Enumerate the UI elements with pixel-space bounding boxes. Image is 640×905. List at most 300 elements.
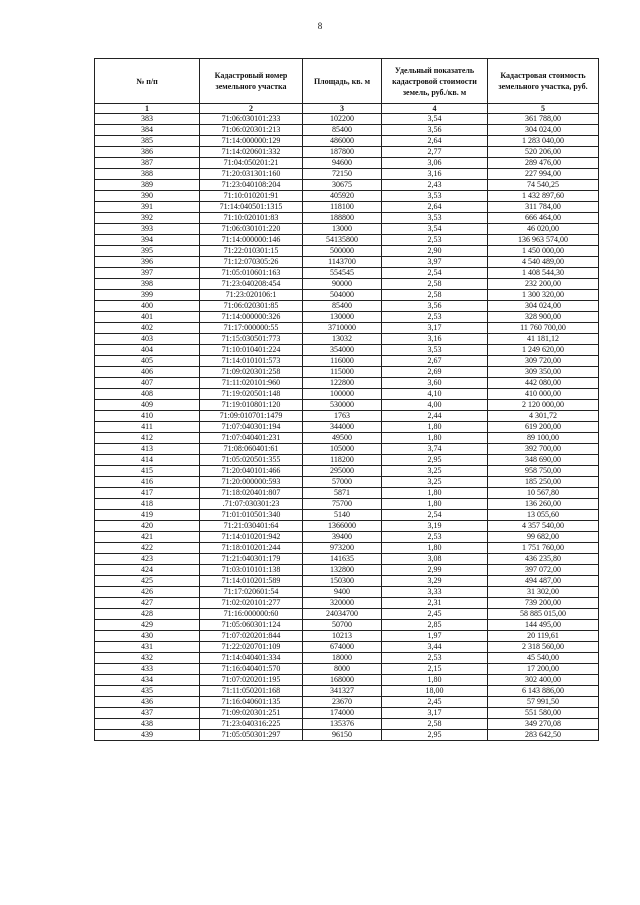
cell-row-number: 389 [95, 180, 200, 191]
cell-cadastral-value: 11 760 700,00 [488, 323, 599, 334]
cell-cadastral-number: 71:03:010101:138 [200, 565, 303, 576]
cell-area: 1763 [303, 411, 382, 422]
column-number: 3 [303, 104, 382, 114]
cell-cadastral-value: 1 249 620,00 [488, 345, 599, 356]
cell-cadastral-value: 328 900,00 [488, 312, 599, 323]
table-row [95, 433, 599, 444]
cell-cadastral-number: 71:14:000000:146 [200, 235, 303, 246]
cell-area: 174000 [303, 708, 382, 719]
cell-cadastral-number: 71:06:020301:85 [200, 301, 303, 312]
cell-cadastral-number: 71:20:031301:160 [200, 169, 303, 180]
cell-row-number: 393 [95, 224, 200, 235]
cell-cadastral-number: 71:14:020601:332 [200, 147, 303, 158]
cell-cadastral-number: 71:23:020106:1 [200, 290, 303, 301]
cell-cadastral-value: 302 400,00 [488, 675, 599, 686]
cell-cadastral-number: 71:05:050301:297 [200, 730, 303, 741]
cell-specific-value: 1,80 [382, 499, 488, 510]
table-row [95, 235, 599, 246]
cell-cadastral-value: 31 302,00 [488, 587, 599, 598]
cell-area: 116000 [303, 356, 382, 367]
cell-area: 341327 [303, 686, 382, 697]
cell-cadastral-number: 71:20:040101:466 [200, 466, 303, 477]
cell-area: 57000 [303, 477, 382, 488]
cell-specific-value: 2,45 [382, 609, 488, 620]
cell-area: 13032 [303, 334, 382, 345]
cell-cadastral-value: 958 750,00 [488, 466, 599, 477]
cell-area: 118200 [303, 455, 382, 466]
cell-row-number: 402 [95, 323, 200, 334]
cell-area: 122800 [303, 378, 382, 389]
cell-cadastral-number: 71:11:020101:960 [200, 378, 303, 389]
cell-specific-value: 2,15 [382, 664, 488, 675]
cell-specific-value: 3,19 [382, 521, 488, 532]
cell-cadastral-number: 71:18:020401:807 [200, 488, 303, 499]
cell-area: 1366000 [303, 521, 382, 532]
cell-area: 96150 [303, 730, 382, 741]
header-specific-value: Удельный показатель кадастровой стоимости земель, руб./кв. м [382, 59, 488, 104]
cell-area: 49500 [303, 433, 382, 444]
cell-row-number: 386 [95, 147, 200, 158]
table-row [95, 488, 599, 499]
cell-specific-value: 3,17 [382, 323, 488, 334]
cell-cadastral-number: 71:22:010301:15 [200, 246, 303, 257]
cell-row-number: 428 [95, 609, 200, 620]
cell-cadastral-value: 1 300 320,00 [488, 290, 599, 301]
cell-cadastral-number: 71:23:040108:204 [200, 180, 303, 191]
cell-cadastral-value: 348 690,00 [488, 455, 599, 466]
cell-area: 54135800 [303, 235, 382, 246]
cell-specific-value: 2,67 [382, 356, 488, 367]
cell-cadastral-number: 71:04:050201:21 [200, 158, 303, 169]
column-number: 1 [95, 104, 200, 114]
cell-cadastral-value: 57 991,50 [488, 697, 599, 708]
cell-cadastral-value: 46 020,00 [488, 224, 599, 235]
table-row [95, 323, 599, 334]
cell-area: 94600 [303, 158, 382, 169]
cell-area: 9400 [303, 587, 382, 598]
cell-cadastral-value: 13 055,60 [488, 510, 599, 521]
cell-specific-value: 2,31 [382, 598, 488, 609]
cell-row-number: 431 [95, 642, 200, 653]
table-row [95, 719, 599, 730]
table-row [95, 345, 599, 356]
cell-cadastral-value: 349 270,08 [488, 719, 599, 730]
table-row [95, 510, 599, 521]
cell-area: 75700 [303, 499, 382, 510]
cell-area: 3710000 [303, 323, 382, 334]
cell-specific-value: 2,85 [382, 620, 488, 631]
cell-cadastral-number: 71:14:040401:334 [200, 653, 303, 664]
cell-row-number: 423 [95, 554, 200, 565]
cell-specific-value: 2,53 [382, 312, 488, 323]
table-row [95, 631, 599, 642]
cell-row-number: 383 [95, 114, 200, 125]
cell-specific-value: 2,53 [382, 532, 488, 543]
table-row [95, 697, 599, 708]
table-row [95, 257, 599, 268]
table-row [95, 290, 599, 301]
cell-cadastral-value: 74 540,25 [488, 180, 599, 191]
cell-area: 18000 [303, 653, 382, 664]
cell-row-number: 438 [95, 719, 200, 730]
table-row [95, 301, 599, 312]
cell-cadastral-value: 309 720,00 [488, 356, 599, 367]
table-row [95, 675, 599, 686]
cell-cadastral-value: 2 120 000,00 [488, 400, 599, 411]
cell-row-number: 384 [95, 125, 200, 136]
table-row [95, 477, 599, 488]
table-row [95, 147, 599, 158]
cell-cadastral-value: 289 476,00 [488, 158, 599, 169]
table-row [95, 686, 599, 697]
cell-row-number: 398 [95, 279, 200, 290]
cell-area: 141635 [303, 554, 382, 565]
table-row [95, 598, 599, 609]
cell-cadastral-number: 71:22:020701:109 [200, 642, 303, 653]
cell-specific-value: 3,16 [382, 169, 488, 180]
table-row [95, 389, 599, 400]
cell-row-number: 415 [95, 466, 200, 477]
cell-cadastral-number: 71:05:010601:163 [200, 268, 303, 279]
cell-cadastral-number: 71:02:020101:277 [200, 598, 303, 609]
cell-row-number: 429 [95, 620, 200, 631]
table-row [95, 356, 599, 367]
cell-area: 39400 [303, 532, 382, 543]
cell-cadastral-number: 71:14:000000:326 [200, 312, 303, 323]
cell-row-number: 397 [95, 268, 200, 279]
cell-cadastral-number: 71:14:010101:573 [200, 356, 303, 367]
cell-specific-value: 3,54 [382, 224, 488, 235]
cell-cadastral-value: 4 301,72 [488, 411, 599, 422]
cell-cadastral-number: 71:06:020301:213 [200, 125, 303, 136]
cell-specific-value: 3,74 [382, 444, 488, 455]
cell-cadastral-value: 41 181,12 [488, 334, 599, 345]
cell-cadastral-value: 1 408 544,30 [488, 268, 599, 279]
table-row [95, 191, 599, 202]
cell-area: 354000 [303, 345, 382, 356]
cell-row-number: 419 [95, 510, 200, 521]
column-number: 2 [200, 104, 303, 114]
cell-cadastral-number: 71:01:010501:340 [200, 510, 303, 521]
cell-specific-value: 1,80 [382, 543, 488, 554]
cell-row-number: 437 [95, 708, 200, 719]
cell-row-number: 399 [95, 290, 200, 301]
cell-specific-value: 3,53 [382, 191, 488, 202]
cell-cadastral-number: 71:14:040501:1315 [200, 202, 303, 213]
table-row [95, 455, 599, 466]
cell-cadastral-number: 71:08:060401:61 [200, 444, 303, 455]
cell-row-number: 390 [95, 191, 200, 202]
cell-specific-value: 4,10 [382, 389, 488, 400]
table-row [95, 609, 599, 620]
table-row [95, 466, 599, 477]
cell-specific-value: 2,64 [382, 136, 488, 147]
cell-specific-value: 2,58 [382, 290, 488, 301]
cell-area: 50700 [303, 620, 382, 631]
cell-area: 8000 [303, 664, 382, 675]
cell-specific-value: 2,43 [382, 180, 488, 191]
cell-cadastral-number: 71:07:040301:194 [200, 422, 303, 433]
cell-row-number: 394 [95, 235, 200, 246]
cell-cadastral-value: 232 200,00 [488, 279, 599, 290]
table-row [95, 213, 599, 224]
cell-specific-value: 1,80 [382, 675, 488, 686]
cell-cadastral-value: 666 464,00 [488, 213, 599, 224]
cell-area: 13000 [303, 224, 382, 235]
cell-specific-value: 1,80 [382, 433, 488, 444]
cell-specific-value: 3,16 [382, 334, 488, 345]
cell-row-number: 385 [95, 136, 200, 147]
cell-cadastral-value: 304 024,00 [488, 301, 599, 312]
cell-row-number: 416 [95, 477, 200, 488]
cell-row-number: 408 [95, 389, 200, 400]
cell-row-number: 413 [95, 444, 200, 455]
table-row [95, 587, 599, 598]
cell-area: 320000 [303, 598, 382, 609]
header-cadastral-number: Кадастровый номер земельного участка [200, 59, 303, 104]
cell-cadastral-number: 71:07:020201:195 [200, 675, 303, 686]
table-row [95, 444, 599, 455]
cell-specific-value: 3,53 [382, 345, 488, 356]
table-row [95, 620, 599, 631]
cell-cadastral-number: 71:06:030101:220 [200, 224, 303, 235]
cell-specific-value: 2,95 [382, 730, 488, 741]
table-row [95, 499, 599, 510]
cell-cadastral-number: 71:11:050201:168 [200, 686, 303, 697]
cell-row-number: 436 [95, 697, 200, 708]
table-row [95, 367, 599, 378]
cell-cadastral-value: 6 143 886,00 [488, 686, 599, 697]
cell-cadastral-number: 71:12:070305:26 [200, 257, 303, 268]
cell-cadastral-number: 71:09:020301:251 [200, 708, 303, 719]
cell-row-number: 392 [95, 213, 200, 224]
cell-row-number: 414 [95, 455, 200, 466]
cell-specific-value: 3,29 [382, 576, 488, 587]
cell-cadastral-value: 1 432 897,60 [488, 191, 599, 202]
cell-row-number: 424 [95, 565, 200, 576]
cell-specific-value: 3,54 [382, 114, 488, 125]
column-number: 5 [488, 104, 599, 114]
cell-cadastral-number: 71:06:030101:233 [200, 114, 303, 125]
cell-cadastral-number: 71:07:020201:844 [200, 631, 303, 642]
cell-area: 85400 [303, 301, 382, 312]
cell-specific-value: 2,53 [382, 235, 488, 246]
table-row [95, 532, 599, 543]
cell-specific-value: 2,44 [382, 411, 488, 422]
cell-row-number: 421 [95, 532, 200, 543]
cell-area: 90000 [303, 279, 382, 290]
cell-specific-value: 4,00 [382, 400, 488, 411]
cell-area: 188800 [303, 213, 382, 224]
cell-row-number: 439 [95, 730, 200, 741]
table-row [95, 180, 599, 191]
cell-specific-value: 3,17 [382, 708, 488, 719]
cell-area: 24034700 [303, 609, 382, 620]
table-row [95, 400, 599, 411]
cell-specific-value: 3,97 [382, 257, 488, 268]
cell-cadastral-number: 71:10:010401:224 [200, 345, 303, 356]
cell-specific-value: 3,25 [382, 477, 488, 488]
cell-row-number: 422 [95, 543, 200, 554]
table-row [95, 422, 599, 433]
cell-row-number: 432 [95, 653, 200, 664]
cell-specific-value: 3,60 [382, 378, 488, 389]
cell-area: 30675 [303, 180, 382, 191]
cell-specific-value: 2,90 [382, 246, 488, 257]
cell-row-number: 391 [95, 202, 200, 213]
cell-cadastral-number: 71:10:010201:91 [200, 191, 303, 202]
cell-cadastral-value: 739 200,00 [488, 598, 599, 609]
cell-cadastral-number: 71:10:020101:83 [200, 213, 303, 224]
cell-area: 187800 [303, 147, 382, 158]
cell-cadastral-number: 71:16:040601:135 [200, 697, 303, 708]
cell-row-number: 409 [95, 400, 200, 411]
table-row [95, 576, 599, 587]
cell-row-number: 388 [95, 169, 200, 180]
cell-cadastral-number: 71:17:020601:54 [200, 587, 303, 598]
cell-cadastral-number: 71:15:030501:773 [200, 334, 303, 345]
cell-row-number: 410 [95, 411, 200, 422]
cell-area: 504000 [303, 290, 382, 301]
cell-specific-value: 2,77 [382, 147, 488, 158]
cell-cadastral-number: 71:14:010201:942 [200, 532, 303, 543]
cell-cadastral-number: 71:23:040208:454 [200, 279, 303, 290]
cell-area: 554545 [303, 268, 382, 279]
cell-cadastral-value: 311 784,00 [488, 202, 599, 213]
cell-row-number: 435 [95, 686, 200, 697]
cell-area: 486000 [303, 136, 382, 147]
table-row [95, 136, 599, 147]
header-cadastral-value: Кадастровая стоимость земельного участка, руб. [488, 59, 599, 104]
cell-area: 72150 [303, 169, 382, 180]
table-row [95, 312, 599, 323]
cell-area: 530000 [303, 400, 382, 411]
cell-area: 105000 [303, 444, 382, 455]
cell-row-number: 395 [95, 246, 200, 257]
cell-cadastral-value: 20 119,61 [488, 631, 599, 642]
cell-row-number: 427 [95, 598, 200, 609]
cell-cadastral-value: 17 200,00 [488, 664, 599, 675]
cell-specific-value: 2,64 [382, 202, 488, 213]
table-row [95, 653, 599, 664]
cell-specific-value: 2,99 [382, 565, 488, 576]
cell-area: 295000 [303, 466, 382, 477]
table-row [95, 411, 599, 422]
cell-cadastral-number: 71:19:020501:148 [200, 389, 303, 400]
cell-area: 405920 [303, 191, 382, 202]
cell-area: 130000 [303, 312, 382, 323]
cell-cadastral-number: 71:20:000000:593 [200, 477, 303, 488]
cell-specific-value: 3,25 [382, 466, 488, 477]
table-row [95, 224, 599, 235]
cell-row-number: 396 [95, 257, 200, 268]
cell-cadastral-number: .71:07:030301:23 [200, 499, 303, 510]
cadastral-value-table [94, 58, 599, 741]
table-row [95, 169, 599, 180]
cell-cadastral-number: 71:21:040301:179 [200, 554, 303, 565]
cell-cadastral-number: 71:19:010801:120 [200, 400, 303, 411]
table-row [95, 730, 599, 741]
cell-cadastral-value: 99 682,00 [488, 532, 599, 543]
table-row [95, 664, 599, 675]
table-row [95, 268, 599, 279]
table-row [95, 114, 599, 125]
cell-cadastral-value: 619 200,00 [488, 422, 599, 433]
cell-specific-value: 3,33 [382, 587, 488, 598]
cell-specific-value: 2,54 [382, 268, 488, 279]
column-number: 4 [382, 104, 488, 114]
cell-cadastral-value: 436 235,80 [488, 554, 599, 565]
cell-row-number: 430 [95, 631, 200, 642]
cell-row-number: 403 [95, 334, 200, 345]
cell-specific-value: 2,45 [382, 697, 488, 708]
cell-area: 115000 [303, 367, 382, 378]
cell-specific-value: 2,58 [382, 279, 488, 290]
cell-cadastral-number: 71:09:020301:258 [200, 367, 303, 378]
cell-specific-value: 2,53 [382, 653, 488, 664]
cell-area: 500000 [303, 246, 382, 257]
cell-cadastral-value: 410 000,00 [488, 389, 599, 400]
cell-area: 5871 [303, 488, 382, 499]
cell-cadastral-number: 71:21:030401:64 [200, 521, 303, 532]
cell-cadastral-number: 71:16:040401:570 [200, 664, 303, 675]
cell-specific-value: 3,44 [382, 642, 488, 653]
cell-row-number: 400 [95, 301, 200, 312]
cell-cadastral-value: 2 318 560,00 [488, 642, 599, 653]
table-row [95, 708, 599, 719]
cell-specific-value: 3,08 [382, 554, 488, 565]
cell-cadastral-value: 361 788,00 [488, 114, 599, 125]
page-number: 8 [317, 21, 323, 31]
cell-cadastral-value: 494 487,00 [488, 576, 599, 587]
cell-cadastral-number: 71:05:060301:124 [200, 620, 303, 631]
cell-specific-value: 3,53 [382, 213, 488, 224]
cell-specific-value: 3,06 [382, 158, 488, 169]
cell-cadastral-value: 520 206,00 [488, 147, 599, 158]
cell-cadastral-number: 71:18:010201:244 [200, 543, 303, 554]
cell-cadastral-value: 397 072,00 [488, 565, 599, 576]
cell-cadastral-value: 392 700,00 [488, 444, 599, 455]
cell-cadastral-value: 136 260,00 [488, 499, 599, 510]
cell-cadastral-value: 58 885 015,00 [488, 609, 599, 620]
cell-row-number: 411 [95, 422, 200, 433]
table-row [95, 521, 599, 532]
cell-row-number: 420 [95, 521, 200, 532]
cell-cadastral-number: 71:07:040401:231 [200, 433, 303, 444]
cell-area: 1143700 [303, 257, 382, 268]
cell-cadastral-number: 71:23:040316:225 [200, 719, 303, 730]
cell-specific-value: 1,97 [382, 631, 488, 642]
cell-area: 5140 [303, 510, 382, 521]
table-row [95, 334, 599, 345]
cell-specific-value: 2,69 [382, 367, 488, 378]
cell-area: 674000 [303, 642, 382, 653]
cell-cadastral-value: 136 963 574,00 [488, 235, 599, 246]
cell-cadastral-number: 71:17:000000:55 [200, 323, 303, 334]
cell-row-number: 434 [95, 675, 200, 686]
cell-cadastral-number: 71:09:010701:1479 [200, 411, 303, 422]
cell-row-number: 433 [95, 664, 200, 675]
cell-cadastral-value: 227 994,00 [488, 169, 599, 180]
cell-cadastral-value: 89 100,00 [488, 433, 599, 444]
cell-area: 135376 [303, 719, 382, 730]
cell-specific-value: 1,80 [382, 488, 488, 499]
cell-specific-value: 18,00 [382, 686, 488, 697]
cell-specific-value: 3,56 [382, 125, 488, 136]
cell-cadastral-number: 71:05:020501:355 [200, 455, 303, 466]
table-row [95, 642, 599, 653]
table-row [95, 279, 599, 290]
